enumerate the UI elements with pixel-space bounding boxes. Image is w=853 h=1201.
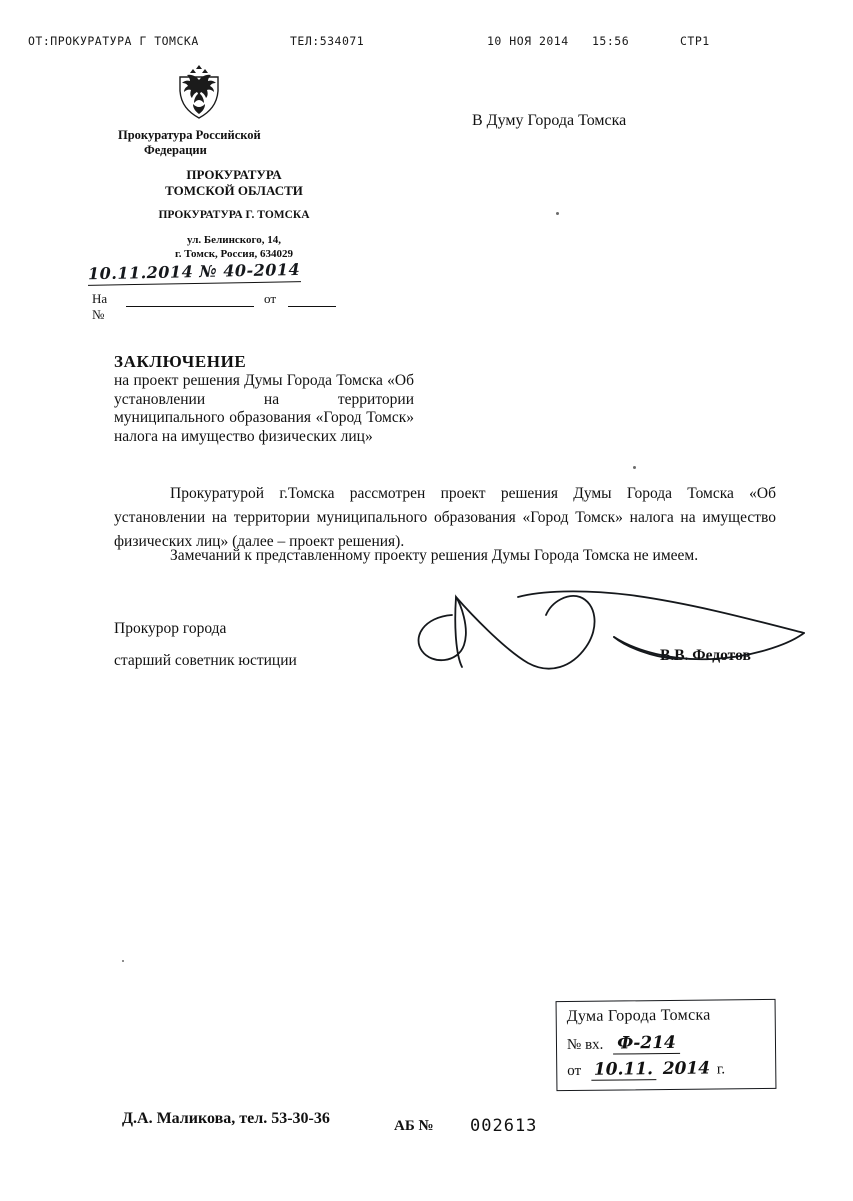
- fax-date-text: 10 НОЯ 2014: [487, 34, 569, 48]
- letterhead-line-4: ТОМСКОЙ ОБЛАСТИ: [165, 183, 303, 198]
- incoming-registration-stamp: [556, 999, 777, 1091]
- letterhead-line-1: Прокуратура Российской: [118, 128, 261, 142]
- scan-speck: [122, 960, 124, 962]
- scan-speck: [556, 212, 559, 215]
- stamp-date-row: [567, 1058, 725, 1081]
- handwritten-signature: [400, 575, 810, 690]
- stamp-organization: Дума Города Томска: [566, 1006, 711, 1026]
- signer-role-line-2: старший советник юстиции: [114, 652, 297, 669]
- stamp-date-year: 2014: [662, 1058, 711, 1080]
- document-subtitle: на проект решения Думы Города Томска «Об установлении на территории муниципального образования «Город Томск» налога на имущество физических лиц»: [114, 372, 414, 445]
- fax-page-text: СТР1: [680, 34, 710, 48]
- body-paragraph-1: Прокуратурой г.Томска рассмотрен проект решения Думы Города Томска «Об установлении на территории муниципального образования «Город Томск» налога на имущество физических лиц» (далее – проект решения).: [114, 485, 776, 550]
- fax-from-text: ОТ:ПРОКУРАТУРА Г ТОМСКА: [28, 34, 199, 48]
- addressee-text: В Думу Города Томска: [472, 112, 627, 129]
- letterhead-block: [114, 128, 354, 261]
- coat-of-arms-icon: [168, 60, 230, 122]
- stamp-date-value: 10.11.: [591, 1059, 656, 1081]
- letterhead-line-3: ПРОКУРАТУРА: [186, 167, 282, 182]
- body-paragraph-2: Замечаний к представленному проекту решения Думы Города Томска не имеем.: [170, 547, 699, 564]
- letterhead-line-2: Федерации: [144, 143, 207, 157]
- fax-tel-text: ТЕЛ:534071: [290, 34, 365, 48]
- signer-name: В.В. Федотов: [660, 647, 751, 664]
- letterhead-line-5: ПРОКУРАТУРА Г. ТОМСКА: [158, 209, 310, 221]
- footer-form-number: 002613: [470, 1116, 538, 1136]
- signer-role-line-1: Прокурор города: [114, 620, 227, 637]
- reply-reference-label: На №: [92, 291, 108, 322]
- letterhead-address-line-1: ул. Белинского, 14,: [187, 234, 281, 246]
- scan-speck: [633, 466, 636, 469]
- registration-number-handwritten: 10.11.2014 № 40-2014: [87, 259, 301, 284]
- document-title: ЗАКЛЮЧЕНИЕ: [114, 352, 247, 371]
- stamp-date-label: от: [567, 1062, 582, 1080]
- letterhead-address-line-2: г. Томск, Россия, 634029: [174, 248, 294, 260]
- footer-contact: Д.А. Маликова, тел. 53-30-36: [122, 1110, 330, 1127]
- stamp-incoming-number-row: [567, 1033, 680, 1055]
- footer-form-label: АБ №: [394, 1118, 434, 1134]
- stamp-incoming-number-value: Ф-214: [613, 1033, 680, 1055]
- reply-reference-rule: [126, 306, 254, 307]
- stamp-date-suffix: г.: [716, 1061, 726, 1078]
- reply-date-rule: [288, 306, 336, 307]
- fax-time-text: 15:56: [592, 34, 630, 48]
- stamp-incoming-number-label: № вх.: [566, 1036, 604, 1054]
- reply-date-label: от: [264, 291, 277, 306]
